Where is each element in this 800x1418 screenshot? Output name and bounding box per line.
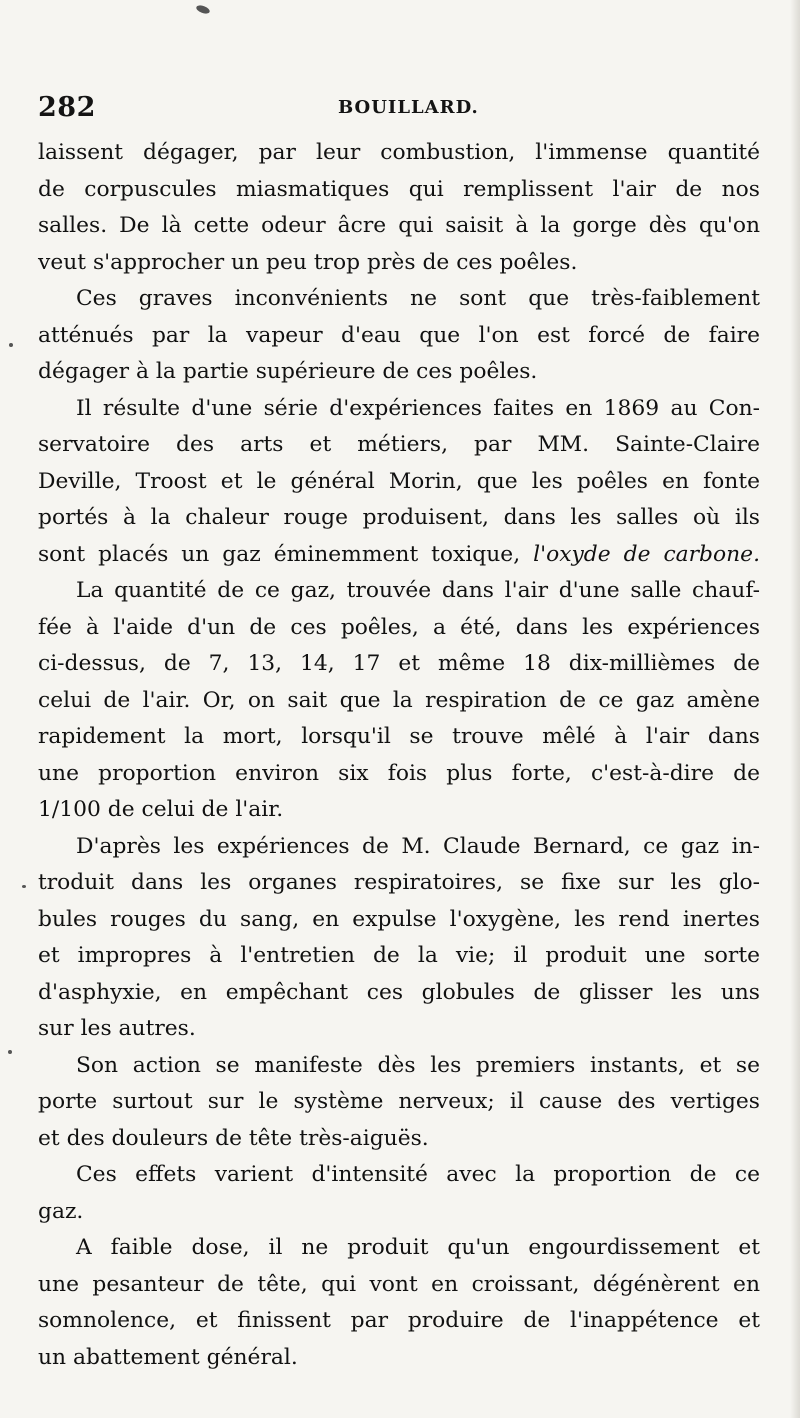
text-line: Ces graves inconvénients ne sont que très-faiblement (76, 286, 760, 311)
text-line: d'asphyxie, en empêchant ces globules de glisser les uns (38, 979, 760, 1005)
page-number: 282 (38, 92, 96, 123)
running-head: BOUILLARD. (338, 97, 479, 118)
ink-speck (195, 4, 211, 15)
body-text (38, 135, 760, 1376)
text-line (38, 537, 760, 574)
text-line: fée à l'aide d'un de ces poêles, a été, dans les expériences (38, 614, 760, 640)
paragraph (38, 281, 760, 391)
text-line: portés à la chaleur rouge produisent, dans les salles où ils (38, 505, 760, 530)
text-line: servatoire des arts et métiers, par MM. Sainte-Claire (38, 432, 760, 457)
ink-speck (8, 1050, 12, 1054)
text-line: et des douleurs de tête très-aiguës. (38, 1125, 429, 1151)
text-line: un abattement général. (38, 1344, 298, 1370)
ink-speck (9, 343, 13, 347)
text-line: somnolence, et finissent par produire de l'inappétence et (38, 1308, 760, 1333)
paragraph (38, 135, 760, 281)
paragraph (38, 1157, 760, 1230)
paragraph (38, 829, 760, 1048)
text-line: et impropres à l'entretien de la vie; il produit une sorte (38, 943, 760, 968)
text-line: Son action se manifeste dès les premiers instants, et se (76, 1052, 760, 1078)
text-line: porte surtout sur le système nerveux; il cause des vertiges (38, 1089, 760, 1114)
text-line: Deville, Troost et le général Morin, que les poêles en fonte (38, 468, 760, 494)
text-line: de corpuscules miasmatiques qui remplissent l'air de nos (38, 176, 760, 202)
text-segment: sont placés un gaz éminemment toxique, (38, 541, 534, 567)
text-line: La quantité de ce gaz, trouvée dans l'air d'une salle chauf- (76, 578, 760, 603)
text-line: 1/100 de celui de l'air. (38, 797, 284, 822)
text-line: Il résulte d'une série d'expériences faites en 1869 au Con- (76, 395, 760, 421)
text-line: dégager à la partie supérieure de ces poêles. (38, 359, 538, 384)
text-line: ci-dessus, de 7, 13, 14, 17 et même 18 dix-millièmes de (38, 651, 760, 676)
text-line: laissent dégager, par leur combustion, l'immense quantité (38, 140, 760, 165)
text-line: A faible dose, il ne produit qu'un engourdissement et (76, 1235, 760, 1260)
paragraph (38, 1230, 760, 1376)
text-line: une pesanteur de tête, qui vont en croissant, dégénèrent en (38, 1271, 760, 1297)
page-header (38, 92, 768, 132)
text-line: bules rouges du sang, en expulse l'oxygène, les rend inertes (38, 906, 760, 932)
text-line: Ces effets varient d'intensité avec la proportion de ce (76, 1162, 760, 1187)
text-line: gaz. (38, 1198, 84, 1224)
page-edge (790, 0, 800, 1418)
paragraph (38, 391, 760, 574)
text-line: atténués par la vapeur d'eau que l'on est forcé de faire (38, 322, 760, 348)
text-line: veut s'approcher un peu trop près de ces poêles. (38, 249, 578, 275)
text-line: salles. De là cette odeur âcre qui saisit à la gorge dès qu'on (38, 213, 760, 238)
text-line: sur les autres. (38, 1016, 196, 1041)
text-line: rapidement la mort, lorsqu'il se trouve mêlé à l'air dans (38, 724, 760, 749)
text-line: troduit dans les organes respiratoires, se fixe sur les glo- (38, 870, 760, 895)
paragraph (38, 573, 760, 829)
ink-speck (22, 885, 26, 888)
text-line: une proportion environ six fois plus forte, c'est-à-dire de (38, 760, 760, 786)
paragraph (38, 1048, 760, 1158)
text-line: celui de l'air. Or, on sait que la respiration de ce gaz amène (38, 687, 760, 713)
text-line: D'après les expériences de M. Claude Bernard, ce gaz in- (76, 833, 760, 859)
italic-term: l'oxyde de carbone. (533, 541, 761, 567)
